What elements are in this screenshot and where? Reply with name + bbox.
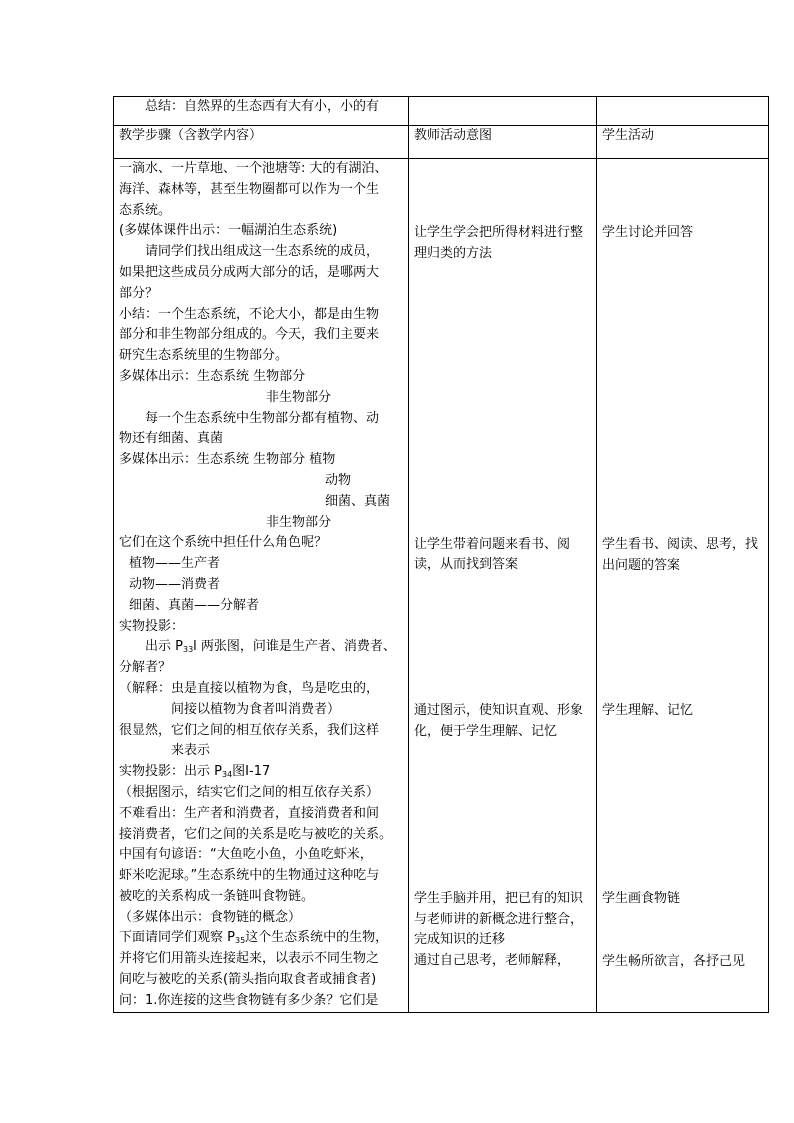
student-note: 学生画食物链 (602, 891, 681, 907)
header-teacher: 教师活动意图 (409, 126, 597, 159)
text-line: 来表示 (171, 743, 211, 759)
text-line: 物还有细菌、真菌 (119, 431, 224, 447)
text-line: 研究生态系统里的生物部分。 (119, 348, 289, 364)
text-line: 非生物部分 (266, 514, 332, 530)
text-line: 一滴水、一片草地、一个池塘等: 大的有湖泊、 (119, 161, 388, 176)
text-segment: 这个生态系统中的生物， (245, 930, 389, 946)
spacer (414, 743, 591, 889)
text-line: （解释：虫是直接以植物为食，鸟是吃虫的， (119, 680, 380, 696)
text-line: （根据图示，结实它们之间的相互依存关系） (119, 784, 380, 800)
text-line: （多媒体出示：食物链的概念） (119, 909, 302, 925)
text-segment: 下面请同学们观察 P (119, 930, 235, 946)
spacer (602, 244, 763, 535)
body-row (114, 159, 769, 1013)
text-line: 如果把这些成员分成两大部分的话，是哪两大 (119, 264, 380, 280)
text-segment: 图Ⅰ-17 (232, 764, 271, 780)
text-line: 虾米吃泥球。”生态系统中的生物通过这种吃与 (119, 868, 380, 884)
page-subscript: 35 (234, 936, 246, 946)
text-line: 接消费者，它们之间的关系是吃与被吃的关系。 (119, 826, 393, 842)
header-row (114, 126, 769, 159)
text-line: 动物 (325, 472, 352, 488)
text-line: 部分？ (119, 285, 159, 301)
teacher-note: 学生手脑并用，把已有的知识与老师讲的新概念进行整合，完成知识的迁移 (414, 890, 584, 948)
text-line: 海洋、森林等，甚至生物圈都可以作为一个生 (119, 181, 380, 197)
teacher-note: 让学生带着问题来看书、阅读，从而找到答案 (414, 536, 571, 573)
text-line: 很显然，它们之间的相互依存关系，我们这样 (119, 722, 380, 738)
text-line: 细菌、真菌 (325, 493, 391, 509)
summary-text: 总结：自然界的生态西有大有小，小的有 (145, 99, 380, 114)
student-note: 学生讨论并回答 (602, 225, 694, 240)
text-line: 实物投影： (119, 618, 185, 634)
text-line: 请同学们找出组成这一生态系统的成员， (145, 244, 380, 260)
page-subscript: 33 (182, 645, 194, 655)
text-line: 态系统。 (119, 202, 172, 218)
summary-cell-teacher (409, 97, 597, 126)
text-line: 细菌、真菌——分解者 (129, 597, 260, 613)
text-line: 被吃的关系构成一条链叫食物链。 (119, 888, 315, 904)
text-line: 每一个生态系统中生物部分都有植物、动 (145, 410, 380, 426)
student-note: 学生畅所欲言，各抒己见 (602, 953, 746, 969)
text-line (119, 637, 403, 658)
lesson-plan-table (113, 96, 769, 1013)
spacer (414, 265, 591, 535)
text-line: 多媒体出示：生态系统 生物部分 (119, 368, 306, 384)
text-line: (多媒体课件出示：一幅湖泊生态系统) (119, 223, 338, 239)
student-note: 学生理解、记忆 (602, 703, 694, 719)
summary-cell-student (597, 97, 769, 126)
spacer (602, 910, 763, 952)
text-line: 植物——生产者 (129, 556, 221, 572)
header-steps: 教学步骤（含教学内容） (114, 126, 409, 159)
teacher-note: 通过图示，使知识直观、形象化，便于学生理解、记忆 (414, 703, 584, 739)
teacher-note: 让学生学会把所得材料进行整理归类的方法 (414, 225, 584, 261)
steps-content (114, 159, 409, 1013)
text-line: 中国有句谚语：“大鱼吃小鱼，小鱼吃虾米， (119, 847, 373, 863)
text-segment: 实物投影：出示 P (119, 764, 222, 780)
student-content (597, 159, 769, 1013)
text-line: 它们在这个系统中担任什么角色呢？ (119, 535, 328, 551)
spacer (602, 159, 763, 223)
text-segment: 出示 P (145, 639, 183, 655)
text-line: 部分和非生物部分组成的。今天，我们主要来 (119, 327, 380, 343)
teacher-note: 通过自己思考，老师解释， (414, 953, 571, 969)
spacer (414, 576, 591, 701)
text-segment: l 两张图，问谁是生产者、消费者、 (193, 639, 396, 655)
text-line: 小结：一个生态系统，不论大小，都是由生物 (119, 306, 380, 322)
summary-cell (114, 97, 409, 126)
text-line: 非生物部分 (266, 389, 332, 405)
text-line (119, 928, 403, 949)
text-line: 间吃与被吃的关系(箭头指向取食者或捕食者) (119, 972, 377, 988)
text-line: 分解者？ (119, 660, 172, 676)
spacer (602, 576, 763, 701)
text-line: 不难看出：生产者和消费者，直接消费者和间 (119, 805, 380, 821)
text-line: 多媒体出示：生态系统 生物部分 植物 (119, 452, 336, 468)
text-line: 并将它们用箭头连接起来，以表示不同生物之 (119, 951, 380, 967)
text-line: 间接以植物为食者叫消费者） (171, 701, 341, 717)
header-student: 学生活动 (597, 126, 769, 159)
page-subscript: 34 (221, 770, 233, 780)
text-line: 问：1.你连接的这些食物链有多少条？它们是 (119, 992, 379, 1008)
text-line (119, 762, 403, 783)
teacher-content (409, 159, 597, 1013)
spacer (414, 159, 591, 223)
spacer (602, 722, 763, 889)
text-line: 动物——消费者 (129, 576, 221, 592)
student-note: 学生看书、阅读、思考，找出问题的答案 (602, 536, 759, 573)
summary-row (114, 97, 769, 126)
